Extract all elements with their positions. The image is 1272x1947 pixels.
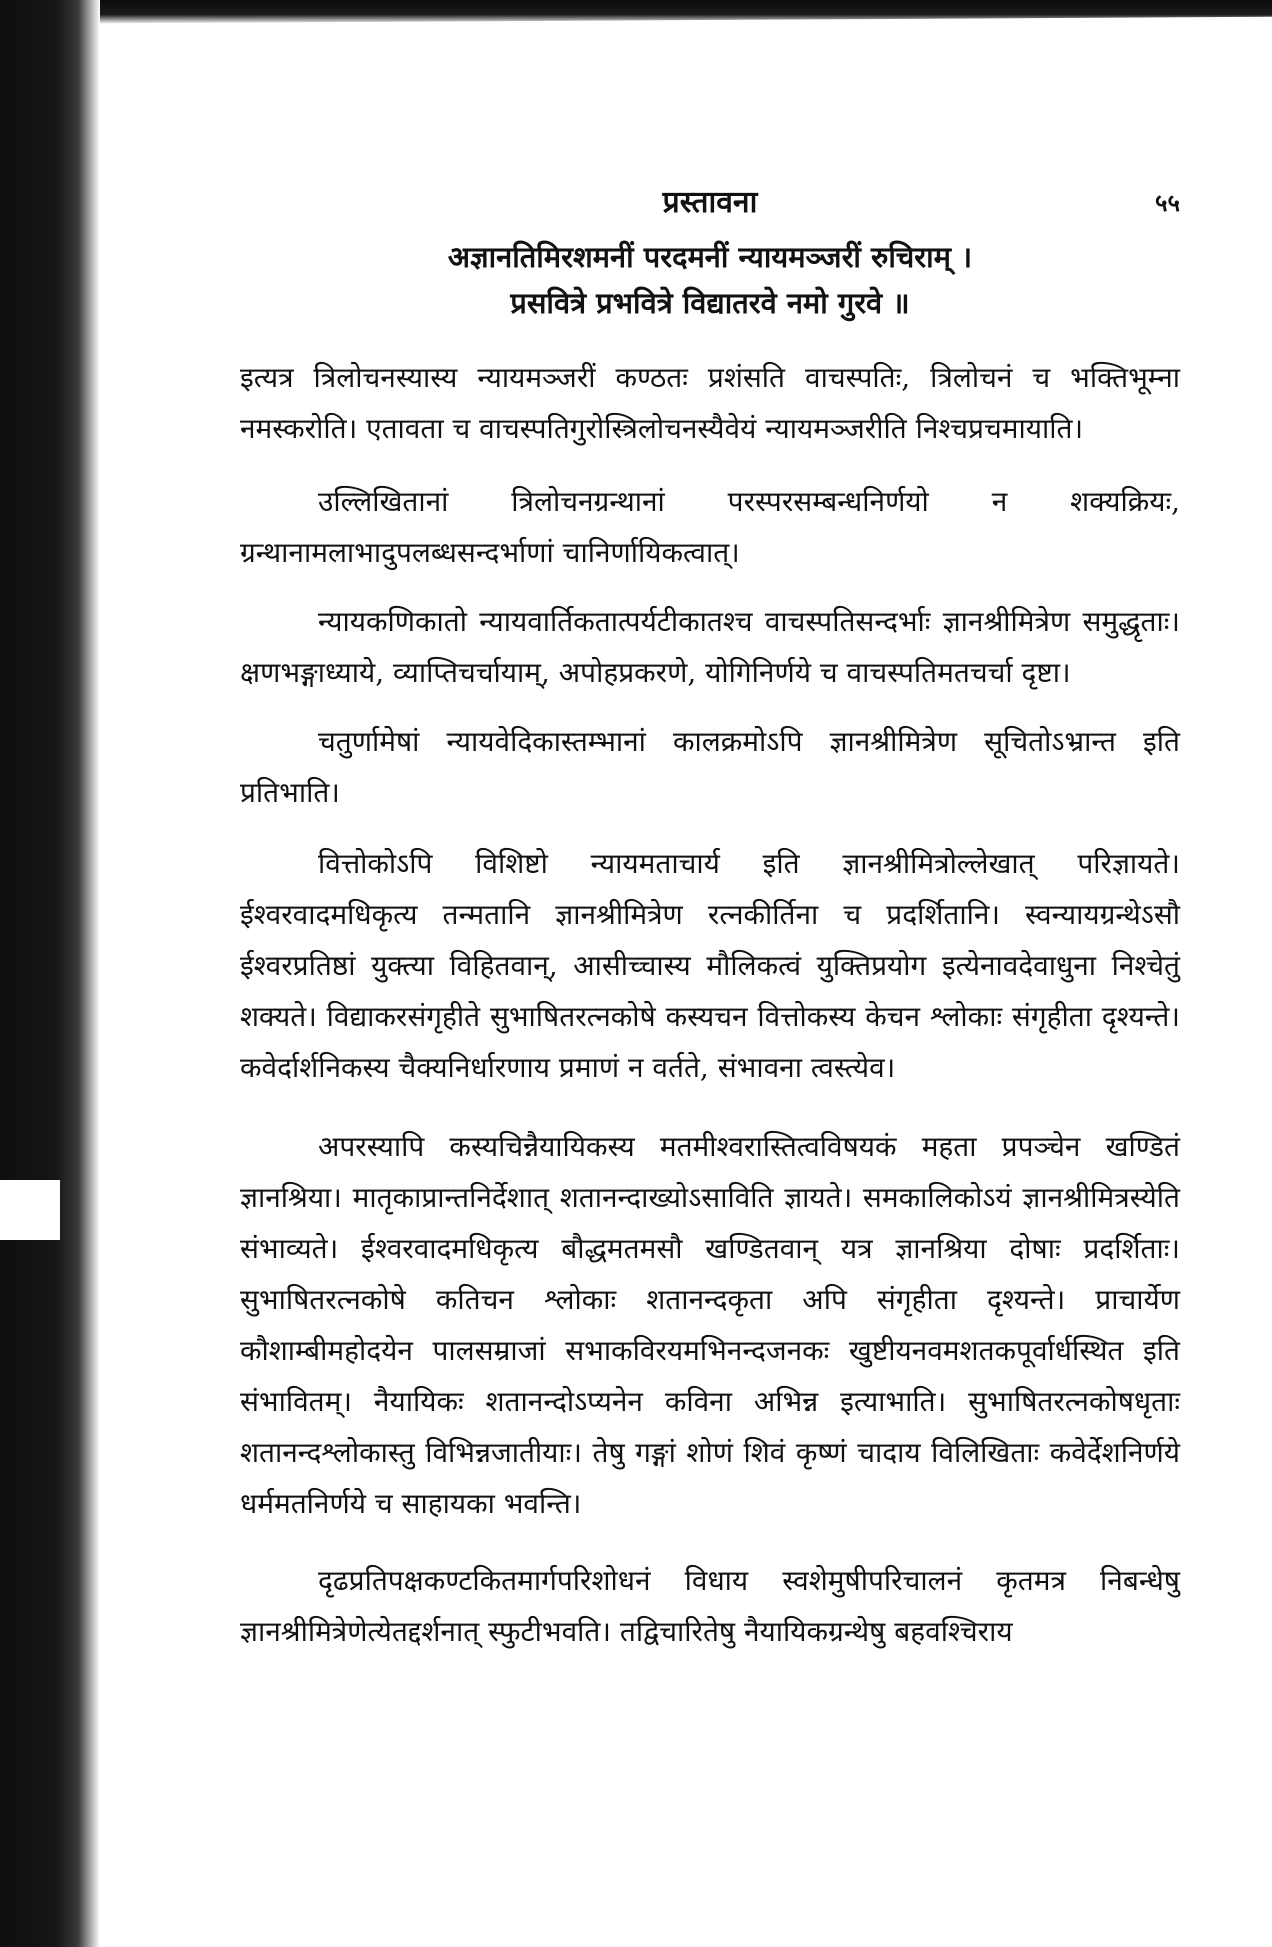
scan-binding-edge-shadow [0,0,100,1947]
paragraph-3: न्यायकणिकातो न्यायवार्तिकतात्पर्यटीकातश्च वाचस्पतिसन्दर्भाः ज्ञानश्रीमित्रेण समुद्धृताः। क्षणभङ्गाध्याये, व्याप्तिचर्चायाम्, अपोहप्रकरणे, योगिनिर्णये च वाचस्पतिमतचर्चा दृष्टा। [240,605,1180,689]
page-header [240,170,1180,230]
scan-edge-gap [0,1180,60,1240]
running-head: प्रस्तावना [662,185,758,220]
page-number: ५५ [1155,188,1180,217]
verse-line-1: अज्ञानतिमिरशमनीं परदमनीं न्यायमञ्जरीं रुचिराम् । [447,240,973,274]
paragraph-2: उल्लिखितानां त्रिलोचनग्रन्थानां परस्परसम्बन्धनिर्णयो न शक्यक्रियः, ग्रन्थानामलाभादुपलब्धसन्दर्भाणां चानिर्णायिकत्वात्। [240,485,1180,569]
scanned-page [240,170,1180,1657]
opening-verse [240,234,1180,326]
scan-top-edge-shadow [0,0,1272,24]
paragraph-7: दृढप्रतिपक्षकण्टकितमार्गपरिशोधनं विधाय स्वशेमुषीपरिचालनं कृतमत्र निबन्धेषु ज्ञानश्रीमित्रेणेत्येतद्दर्शनात् स्फुटीभवति। तद्विचारितेषु नैयायिकग्रन्थेषु बहवश्चिराय [240,1564,1180,1648]
paragraph-1: इत्यत्र त्रिलोचनस्यास्य न्यायमञ्जरीं कण्ठतः प्रशंसति वाचस्पतिः, त्रिलोचनं च भक्तिभूम्ना नमस्करोति। एतावता च वाचस्पतिगुरोस्त्रिलोचनस्यैवेयं न्यायमञ्जरीति निश्चप्रचमायाति। [240,361,1180,445]
paragraph-4: चतुर्णामेषां न्यायवेदिकास्तम्भानां कालक्रमोऽपि ज्ञानश्रीमित्रेण सूचितोऽभ्रान्त इति प्रतिभाति। [240,725,1180,809]
verse-line-2: प्रसवित्रे प्रभवित्रे विद्यातरवे नमो गुरवे ॥ [510,286,910,320]
paragraph-5: वित्तोकोऽपि विशिष्टो न्यायमताचार्य इति ज्ञानश्रीमित्रोल्लेखात् परिज्ञायते। ईश्वरवादमधिकृत्य तन्मतानि ज्ञानश्रीमित्रेण रत्नकीर्तिना च प्रदर्शितानि। स्वन्यायग्रन्थेऽसौ ईश्वरप्रतिष्ठां युक्त्या विहितवान्, आसीच्चास्य मौलिकत्वं युक्तिप्रयोग इत्येनावदेवाधुना निश्चेतुं शक्यते। विद्याकरसंगृहीते सुभाषितरत्नकोषे कस्यचन वित्तोकस्य केचन श्लोकाः संगृहीता दृश्यन्ते। कवेर्दार्शनिकस्य चैक्यनिर्धारणाय प्रमाणं न वर्तते, संभावना त्वस्त्येव। [240,847,1180,1084]
paragraph-6: अपरस्यापि कस्यचिन्नैयायिकस्य मतमीश्वरास्तित्वविषयकं महता प्रपञ्चेन खण्डितं ज्ञानश्रिया। मातृकाप्रान्तनिर्देशात् शतानन्दाख्योऽसाविति ज्ञायते। समकालिकोऽयं ज्ञानश्रीमित्रस्येति संभाव्यते। ईश्वरवादमधिकृत्य बौद्धमतमसौ खण्डितवान् यत्र ज्ञानश्रिया दोषाः प्रदर्शिताः। सुभाषितरत्नकोषे कतिचन श्लोकाः शतानन्दकृता अपि संगृहीता दृश्यन्ते। प्राचार्येण कौशाम्बीमहोदयेन पालसम्राजां सभाकविरयमभिनन्दजनकः खुष्टीयनवमशतकपूर्वार्धस्थित इति संभावितम्। नैयायिकः शतानन्दोऽप्यनेन कविना अभिन्न इत्याभाति। सुभाषितरत्नकोषधृताः शतानन्दश्लोकास्तु विभिन्नजातीयाः। तेषु गङ्गां शोणं शिवं कृष्णं चादाय विलिखिताः कवेर्देशनिर्णये धर्ममतनिर्णये च साहायका भवन्ति। [240,1130,1180,1520]
